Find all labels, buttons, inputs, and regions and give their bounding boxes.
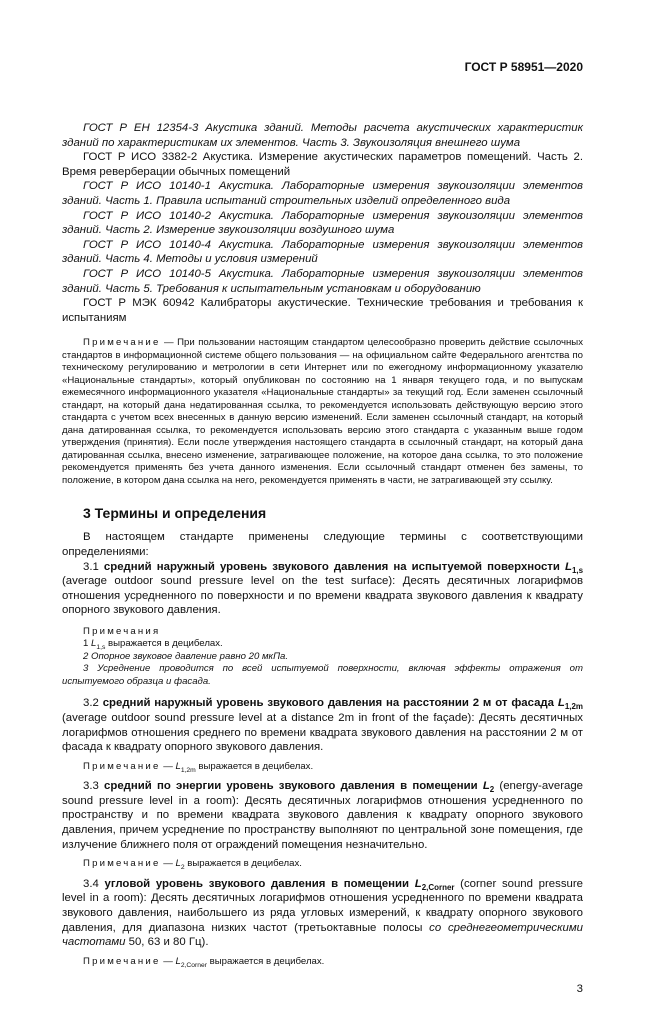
text-segment: (average outdoor sound pressure level at a distance 2m in front of the façade): Десять десятичных логарифмов отношения среднего по времени квадрата звукового давления на расстоянии 2 м от фасада к квадрату опорного звукового давления.	[62, 711, 583, 754]
text-segment: выражается в децибелах.	[206, 955, 325, 967]
reference-item: ГОСТ Р ИСО 10140-5 Акустика. Лабораторные измерения звукоизоляции элементов зданий. Часть 5. Требования к испытательным установкам и оборудованию	[62, 267, 583, 295]
term-3-3	[62, 779, 583, 852]
text-segment: 50, 63 и 80 Гц).	[125, 936, 209, 949]
text-segment: 1,s	[571, 565, 584, 575]
term-3-2-block	[62, 696, 583, 754]
term-3-1	[62, 560, 583, 618]
text-segment: средний наружный уровень звукового давления на расстоянии 2 м от фасада	[102, 697, 558, 710]
text-segment: Примечание	[83, 760, 161, 772]
notes-title: Примечания	[83, 625, 161, 637]
document-body	[62, 0, 583, 1017]
note-3-2	[62, 761, 583, 774]
text-segment: 3.4	[83, 877, 105, 890]
text-segment: —	[160, 858, 176, 870]
text-segment: 3.3	[83, 780, 105, 793]
term-3-4-block	[62, 877, 583, 950]
text-segment: 2	[180, 864, 185, 872]
section-3	[62, 505, 583, 522]
text-segment: 3.1	[83, 560, 104, 573]
text-segment: 2	[489, 785, 495, 795]
section-intro: В настоящем стандарте применены следующие термины с соответствующими определениями:	[62, 531, 583, 558]
reference-item: ГОСТ Р ИСО 3382-2 Акустика. Измерение акустических параметров помещений. Часть 2. Время реверберации обычных помещений	[62, 151, 583, 178]
text-segment: выражается в децибелах.	[105, 638, 223, 650]
page-number: 3	[576, 983, 583, 996]
note-1	[62, 638, 583, 651]
text-segment: выражается в децибелах.	[195, 760, 314, 772]
section-heading: 3 Термины и определения	[83, 505, 267, 522]
text-segment: L	[414, 877, 422, 890]
text-segment: 1,s	[96, 644, 106, 652]
text-segment: L	[564, 560, 572, 573]
term-3-3-block	[62, 779, 583, 852]
text-segment: (energy-average sound pressure level in a room): Десять десятичных логарифмов отношения усредненного по пространству и по времени квадрата звукового давления к квадрату опорного звукового давления, причем усреднение по пространству выполняют по центральной зоне помещения, где излучение ближнего поля от ограждений помещения незначительно.	[62, 780, 584, 851]
text-segment: —	[160, 955, 176, 967]
text-segment: Примечание	[83, 858, 161, 870]
text-segment: 2,Corner	[180, 961, 207, 969]
text-segment: 3.2	[83, 697, 103, 710]
term-3-4	[62, 877, 583, 950]
text-segment: L	[175, 858, 181, 870]
text-segment: средний по энергии уровень звукового давления в помещении	[104, 780, 483, 793]
text-segment: L	[557, 697, 565, 710]
text-segment: 1,2m	[564, 702, 583, 712]
references-note	[62, 337, 583, 487]
text-segment: 2,Corner	[421, 882, 455, 892]
text-segment: L	[91, 638, 97, 650]
document-id-header: ГОСТ Р 58951—2020	[464, 60, 583, 74]
normative-references	[62, 121, 583, 325]
reference-item: ГОСТ Р ЕН 12354-3 Акустика зданий. Методы расчета акустических характеристик зданий по характеристикам их элементов. Часть 3. Звукоизоляция внешнего шума	[62, 122, 583, 149]
text-segment: средний наружный уровень звукового давления на испытуемой поверхности	[103, 560, 565, 573]
reference-item: ГОСТ Р ИСО 10140-2 Акустика. Лабораторные измерения звукоизоляции элементов зданий. Часть 2. Измерение звукоизоляции воздушного шума	[62, 209, 583, 237]
note-3-2-paragraph	[62, 761, 583, 774]
notes-3-1	[62, 626, 583, 689]
text-segment: 1	[83, 638, 92, 650]
reference-item: ГОСТ Р ИСО 10140-1 Акустика. Лабораторные измерения звукоизоляции элементов зданий. Часть 1. Правила испытаний строительных изделий определенного вида	[62, 180, 583, 207]
note-3-4	[62, 956, 583, 969]
text-segment: выражается в децибелах.	[184, 858, 302, 870]
note-3-3	[62, 858, 583, 871]
note-text: — При пользовании настоящим стандартом целесообразно проверить действие ссылочных стандартов в информационной системе общего пользования — на официальном сайте Федерального агентства по техническому регулированию и метрологии в сети Интернет или по ежегодному информационному указателю «Национальные стандарты», который опубликован по состоянию на 1 января текущего года, и по выпускам ежемесячного информационного указателя «Национальные стандарты» за текущий год. Если заменен ссылочный стандарт, на который дана недатированная ссылка, то рекомендуется использовать действующую версию этого стандарта с учетом всех внесенных в данную версию изменений. Если заменен ссылочный стандарт, на который дана датированная ссылка, то рекомендуется использовать версию этого стандарта с указанным выше годом утверждения (принятия). Если после утверждения настоящего стандарта в ссылочный стандарт, на который дана датированная ссылка, внесено изменение, затрагивающее положение, на которое дана ссылка, то это положение рекомендуется применять без учета данного изменения. Если ссылочный стандарт отменен без замены, то положение, в котором дана ссылка на него, рекомендуется применять в части, не затрагивающей эту ссылку.	[62, 337, 583, 486]
note-3: 3 Усреднение проводится по всей испытуемой поверхности, включая эффекты отражения от испытуемого образца и фасада.	[62, 663, 583, 687]
note-2: 2 Опорное звуковое давление равно 20 мкПа.	[83, 650, 289, 662]
note-label: Примечание	[83, 337, 161, 349]
text-segment: угловой уровень звукового давления в помещении	[104, 877, 415, 890]
references-note-paragraph	[62, 337, 583, 487]
text-segment: L	[175, 760, 181, 772]
text-segment: L	[175, 955, 181, 967]
text-segment: Примечание	[83, 955, 161, 967]
text-segment: —	[160, 760, 176, 772]
note-3-4-paragraph	[62, 956, 583, 969]
section-body	[62, 530, 583, 618]
text-segment: 1,2m	[180, 766, 196, 774]
reference-item: ГОСТ Р ИСО 10140-4 Акустика. Лабораторные измерения звукоизоляции элементов зданий. Часть 4. Методы и условия измерений	[62, 238, 583, 266]
text-segment: (average outdoor sound pressure level on the test surface): Десять десятичных логарифмов отношения усредненного по поверхности и по времени квадрата звукового давления к квадрату опорного звукового давления.	[62, 575, 583, 617]
note-3-3-paragraph	[62, 858, 583, 871]
text-segment: (corner sound pressure level in a room): Десять десятичных логарифмов отношения усредненного по времени квадрата звукового давления, наибольшего из ряда угловых измерений, к квадрату опорного звукового давления, для диапазона низких частот (третьоктавные полосы	[62, 877, 583, 934]
text-segment: L	[482, 780, 490, 793]
text-segment: со среднегеометрическими частотами	[62, 921, 583, 949]
reference-item: ГОСТ Р МЭК 60942 Калибраторы акустические. Технические требования и требования к испытаниям	[62, 297, 583, 324]
term-3-2	[62, 696, 583, 754]
